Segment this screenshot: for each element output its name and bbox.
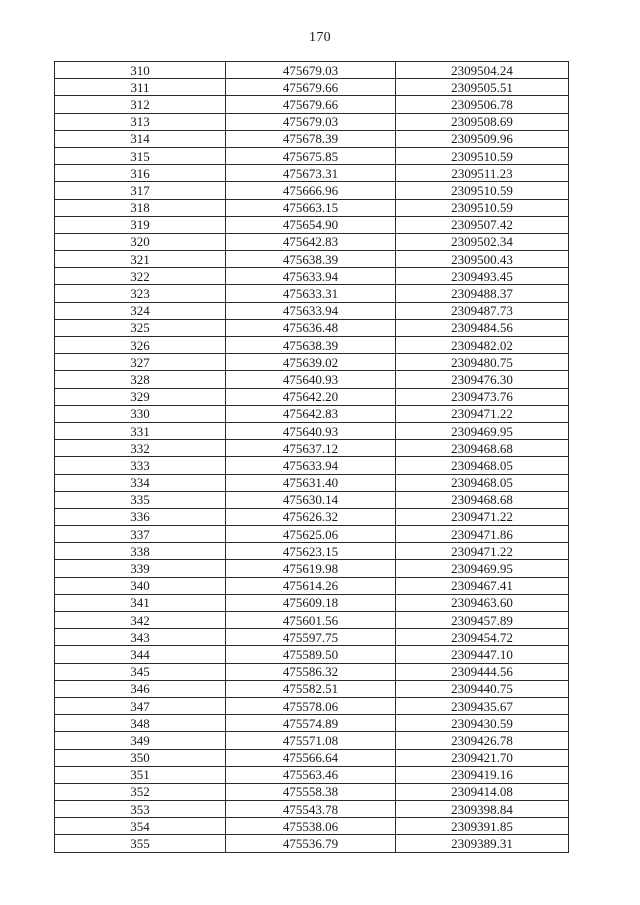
y-coordinate-cell: 2309505.51 <box>396 79 569 96</box>
x-coordinate-cell: 475566.64 <box>226 749 396 766</box>
table-row <box>55 422 569 439</box>
table-row <box>55 629 569 646</box>
point-number-cell: 339 <box>55 560 226 577</box>
y-coordinate-cell: 2309473.76 <box>396 388 569 405</box>
table-row <box>55 337 569 354</box>
table-row <box>55 749 569 766</box>
table-row <box>55 680 569 697</box>
x-coordinate-cell: 475654.90 <box>226 216 396 233</box>
x-coordinate-cell: 475642.20 <box>226 388 396 405</box>
point-number-cell: 354 <box>55 818 226 835</box>
point-number-cell: 324 <box>55 302 226 319</box>
x-coordinate-cell: 475571.08 <box>226 732 396 749</box>
x-coordinate-cell: 475563.46 <box>226 766 396 783</box>
x-coordinate-cell: 475633.94 <box>226 268 396 285</box>
point-number-cell: 329 <box>55 388 226 405</box>
y-coordinate-cell: 2309471.86 <box>396 526 569 543</box>
point-number-cell: 331 <box>55 422 226 439</box>
y-coordinate-cell: 2309467.41 <box>396 577 569 594</box>
x-coordinate-cell: 475638.39 <box>226 337 396 354</box>
point-number-cell: 321 <box>55 251 226 268</box>
x-coordinate-cell: 475633.31 <box>226 285 396 302</box>
point-number-cell: 320 <box>55 233 226 250</box>
y-coordinate-cell: 2309419.16 <box>396 766 569 783</box>
table-row <box>55 251 569 268</box>
x-coordinate-cell: 475642.83 <box>226 233 396 250</box>
y-coordinate-cell: 2309471.22 <box>396 405 569 422</box>
point-number-cell: 352 <box>55 783 226 800</box>
table-row <box>55 199 569 216</box>
y-coordinate-cell: 2309468.05 <box>396 474 569 491</box>
table-row <box>55 491 569 508</box>
point-number-cell: 325 <box>55 319 226 336</box>
point-number-cell: 334 <box>55 474 226 491</box>
y-coordinate-cell: 2309463.60 <box>396 594 569 611</box>
y-coordinate-cell: 2309488.37 <box>396 285 569 302</box>
table-row <box>55 577 569 594</box>
x-coordinate-cell: 475679.66 <box>226 79 396 96</box>
y-coordinate-cell: 2309510.59 <box>396 199 569 216</box>
x-coordinate-cell: 475614.26 <box>226 577 396 594</box>
point-number-cell: 322 <box>55 268 226 285</box>
table-row <box>55 233 569 250</box>
point-number-cell: 328 <box>55 371 226 388</box>
y-coordinate-cell: 2309398.84 <box>396 801 569 818</box>
page-number: 170 <box>309 30 331 45</box>
y-coordinate-cell: 2309509.96 <box>396 130 569 147</box>
point-number-cell: 341 <box>55 594 226 611</box>
point-number-cell: 313 <box>55 113 226 130</box>
point-number-cell: 335 <box>55 491 226 508</box>
y-coordinate-cell: 2309500.43 <box>396 251 569 268</box>
point-number-cell: 347 <box>55 697 226 714</box>
table-row <box>55 216 569 233</box>
table-row <box>55 130 569 147</box>
table-row <box>55 388 569 405</box>
x-coordinate-cell: 475673.31 <box>226 165 396 182</box>
point-number-cell: 312 <box>55 96 226 113</box>
table-body <box>55 62 569 853</box>
y-coordinate-cell: 2309468.68 <box>396 491 569 508</box>
point-number-cell: 332 <box>55 440 226 457</box>
point-number-cell: 350 <box>55 749 226 766</box>
y-coordinate-cell: 2309510.59 <box>396 182 569 199</box>
x-coordinate-cell: 475639.02 <box>226 354 396 371</box>
table-row <box>55 147 569 164</box>
y-coordinate-cell: 2309506.78 <box>396 96 569 113</box>
y-coordinate-cell: 2309504.24 <box>396 62 569 79</box>
table-row <box>55 96 569 113</box>
table-row <box>55 457 569 474</box>
point-number-cell: 316 <box>55 165 226 182</box>
x-coordinate-cell: 475589.50 <box>226 646 396 663</box>
table-row <box>55 62 569 79</box>
point-number-cell: 315 <box>55 147 226 164</box>
x-coordinate-cell: 475623.15 <box>226 543 396 560</box>
point-number-cell: 342 <box>55 612 226 629</box>
x-coordinate-cell: 475666.96 <box>226 182 396 199</box>
table-row <box>55 801 569 818</box>
y-coordinate-cell: 2309480.75 <box>396 354 569 371</box>
x-coordinate-cell: 475640.93 <box>226 371 396 388</box>
y-coordinate-cell: 2309484.56 <box>396 319 569 336</box>
table-row <box>55 113 569 130</box>
x-coordinate-cell: 475582.51 <box>226 680 396 697</box>
table-row <box>55 612 569 629</box>
y-coordinate-cell: 2309421.70 <box>396 749 569 766</box>
table-row <box>55 543 569 560</box>
table-row <box>55 766 569 783</box>
x-coordinate-cell: 475574.89 <box>226 715 396 732</box>
y-coordinate-cell: 2309414.08 <box>396 783 569 800</box>
y-coordinate-cell: 2309510.59 <box>396 147 569 164</box>
point-number-cell: 318 <box>55 199 226 216</box>
table-row <box>55 646 569 663</box>
point-number-cell: 349 <box>55 732 226 749</box>
point-number-cell: 351 <box>55 766 226 783</box>
y-coordinate-cell: 2309469.95 <box>396 560 569 577</box>
table-row <box>55 526 569 543</box>
x-coordinate-cell: 475586.32 <box>226 663 396 680</box>
point-number-cell: 337 <box>55 526 226 543</box>
x-coordinate-cell: 475679.03 <box>226 62 396 79</box>
point-number-cell: 327 <box>55 354 226 371</box>
y-coordinate-cell: 2309508.69 <box>396 113 569 130</box>
point-number-cell: 340 <box>55 577 226 594</box>
y-coordinate-cell: 2309493.45 <box>396 268 569 285</box>
x-coordinate-cell: 475636.48 <box>226 319 396 336</box>
table-row <box>55 440 569 457</box>
y-coordinate-cell: 2309454.72 <box>396 629 569 646</box>
x-coordinate-cell: 475619.98 <box>226 560 396 577</box>
y-coordinate-cell: 2309447.10 <box>396 646 569 663</box>
y-coordinate-cell: 2309389.31 <box>396 835 569 852</box>
y-coordinate-cell: 2309430.59 <box>396 715 569 732</box>
y-coordinate-cell: 2309469.95 <box>396 422 569 439</box>
x-coordinate-cell: 475536.79 <box>226 835 396 852</box>
point-number-cell: 314 <box>55 130 226 147</box>
table-row <box>55 508 569 525</box>
x-coordinate-cell: 475601.56 <box>226 612 396 629</box>
table-row <box>55 405 569 422</box>
table-row <box>55 268 569 285</box>
x-coordinate-cell: 475640.93 <box>226 422 396 439</box>
y-coordinate-cell: 2309426.78 <box>396 732 569 749</box>
table-row <box>55 474 569 491</box>
x-coordinate-cell: 475631.40 <box>226 474 396 491</box>
x-coordinate-cell: 475678.39 <box>226 130 396 147</box>
y-coordinate-cell: 2309482.02 <box>396 337 569 354</box>
point-number-cell: 333 <box>55 457 226 474</box>
table-row <box>55 818 569 835</box>
y-coordinate-cell: 2309476.30 <box>396 371 569 388</box>
x-coordinate-cell: 475637.12 <box>226 440 396 457</box>
point-number-cell: 319 <box>55 216 226 233</box>
y-coordinate-cell: 2309471.22 <box>396 508 569 525</box>
table-row <box>55 697 569 714</box>
x-coordinate-cell: 475675.85 <box>226 147 396 164</box>
x-coordinate-cell: 475578.06 <box>226 697 396 714</box>
y-coordinate-cell: 2309468.05 <box>396 457 569 474</box>
x-coordinate-cell: 475630.14 <box>226 491 396 508</box>
y-coordinate-cell: 2309444.56 <box>396 663 569 680</box>
point-number-cell: 344 <box>55 646 226 663</box>
point-number-cell: 326 <box>55 337 226 354</box>
point-number-cell: 353 <box>55 801 226 818</box>
y-coordinate-cell: 2309511.23 <box>396 165 569 182</box>
y-coordinate-cell: 2309471.22 <box>396 543 569 560</box>
x-coordinate-cell: 475543.78 <box>226 801 396 818</box>
table-row <box>55 285 569 302</box>
y-coordinate-cell: 2309487.73 <box>396 302 569 319</box>
x-coordinate-cell: 475642.83 <box>226 405 396 422</box>
table-row <box>55 165 569 182</box>
point-number-cell: 336 <box>55 508 226 525</box>
point-number-cell: 310 <box>55 62 226 79</box>
x-coordinate-cell: 475609.18 <box>226 594 396 611</box>
point-number-cell: 330 <box>55 405 226 422</box>
point-number-cell: 317 <box>55 182 226 199</box>
x-coordinate-cell: 475558.38 <box>226 783 396 800</box>
y-coordinate-cell: 2309435.67 <box>396 697 569 714</box>
point-number-cell: 346 <box>55 680 226 697</box>
x-coordinate-cell: 475633.94 <box>226 457 396 474</box>
x-coordinate-cell: 475663.15 <box>226 199 396 216</box>
table-row <box>55 319 569 336</box>
point-number-cell: 311 <box>55 79 226 96</box>
y-coordinate-cell: 2309468.68 <box>396 440 569 457</box>
table-row <box>55 783 569 800</box>
coordinate-table <box>54 61 569 853</box>
y-coordinate-cell: 2309457.89 <box>396 612 569 629</box>
table-row <box>55 663 569 680</box>
x-coordinate-cell: 475597.75 <box>226 629 396 646</box>
y-coordinate-cell: 2309440.75 <box>396 680 569 697</box>
x-coordinate-cell: 475679.66 <box>226 96 396 113</box>
x-coordinate-cell: 475679.03 <box>226 113 396 130</box>
table-row <box>55 79 569 96</box>
table-row <box>55 560 569 577</box>
x-coordinate-cell: 475626.32 <box>226 508 396 525</box>
x-coordinate-cell: 475633.94 <box>226 302 396 319</box>
table-row <box>55 302 569 319</box>
x-coordinate-cell: 475538.06 <box>226 818 396 835</box>
y-coordinate-cell: 2309507.42 <box>396 216 569 233</box>
table-row <box>55 594 569 611</box>
table-row <box>55 732 569 749</box>
point-number-cell: 338 <box>55 543 226 560</box>
y-coordinate-cell: 2309502.34 <box>396 233 569 250</box>
point-number-cell: 348 <box>55 715 226 732</box>
table-row <box>55 371 569 388</box>
x-coordinate-cell: 475638.39 <box>226 251 396 268</box>
point-number-cell: 345 <box>55 663 226 680</box>
point-number-cell: 323 <box>55 285 226 302</box>
x-coordinate-cell: 475625.06 <box>226 526 396 543</box>
y-coordinate-cell: 2309391.85 <box>396 818 569 835</box>
table-row <box>55 354 569 371</box>
point-number-cell: 355 <box>55 835 226 852</box>
table-row <box>55 182 569 199</box>
table-row <box>55 715 569 732</box>
point-number-cell: 343 <box>55 629 226 646</box>
table-row <box>55 835 569 852</box>
